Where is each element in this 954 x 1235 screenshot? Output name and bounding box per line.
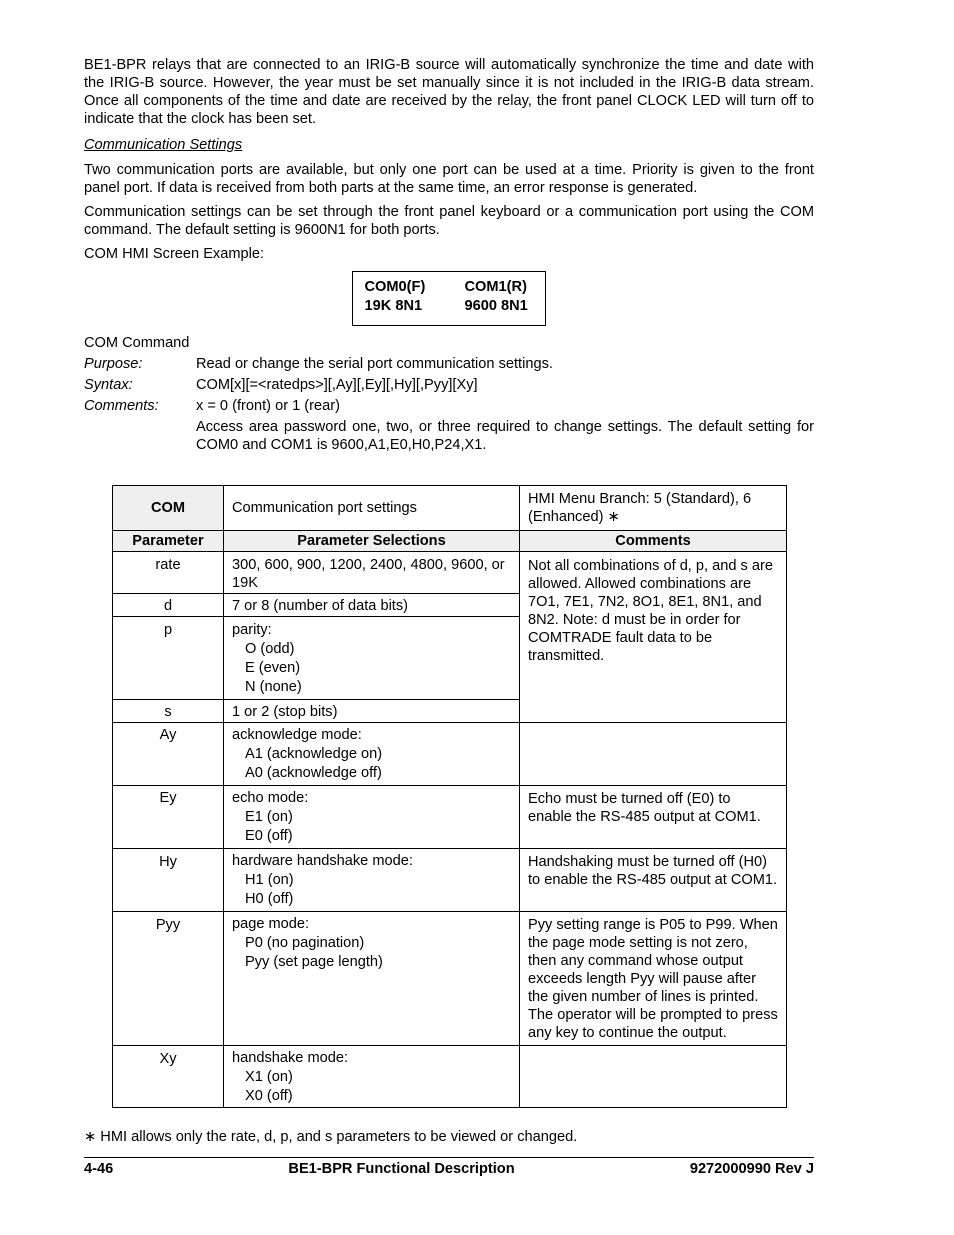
comment-data-format: Not all combinations of d, p, and s are allowed. Allowed combinations are 7O1, 7E1, 7N2, 8O1, 8E1, 8N1, and 8N2. Note: d must be in order for COMTRADE fault data to be transmitted. — [520, 552, 787, 723]
intro-paragraph: BE1-BPR relays that are connected to an IRIG-B source will automatically synchronize the time and date with the IRIG-B source. However, the year must be set manually since it is not included in the IRIG-B data stream. Once all components of the time and date are received by the relay, the front panel CLOCK LED will turn off to indicate that the clock has been set. — [84, 57, 814, 127]
command-desc-cell: Communication port settings — [224, 486, 520, 531]
selection-p — [224, 617, 520, 700]
selection-ay-title: acknowledge mode: — [232, 727, 362, 743]
comment-hy: Handshaking must be turned off (H0) to enable the RS-485 output at COM1. — [520, 849, 787, 912]
selection-ey-title: echo mode: — [232, 790, 309, 806]
table-header-row — [113, 531, 787, 552]
hmi-screen-example — [352, 271, 546, 326]
command-title: COM Command — [84, 335, 190, 351]
selection-ey-option: E0 (off) — [245, 828, 293, 844]
selection-d: 7 or 8 (number of data bits) — [224, 594, 520, 617]
table-title-row — [113, 486, 787, 531]
comments-text-1: x = 0 (front) or 1 (rear) — [196, 398, 340, 414]
header-comments: Comments — [520, 531, 787, 552]
selection-ay-option: A1 (acknowledge on) — [245, 746, 383, 762]
document-number: 9272000990 Rev J — [689, 1161, 814, 1177]
param-d: d — [113, 594, 224, 617]
selection-ay-option: A0 (acknowledge off) — [245, 765, 382, 781]
selection-ey — [224, 786, 520, 849]
param-hy: Hy — [113, 849, 224, 912]
selection-pyy-option: Pyy (set page length) — [245, 954, 383, 970]
selection-xy-option: X1 (on) — [245, 1069, 293, 1085]
page-footer — [84, 1160, 814, 1178]
ports-paragraph: Two communication ports are available, but only one port can be used at a time. Priority is given to the front panel port. If data is received from both parts at the same time, an error response is generated. — [84, 162, 814, 196]
comments-row — [84, 397, 814, 415]
hmi-com0-value: 19K 8N1 — [364, 298, 423, 314]
table-row — [113, 912, 787, 1046]
selection-ey-option: E1 (on) — [245, 809, 293, 825]
settings-paragraph: Communication settings can be set through the front panel keyboard or a communication port using the COM command. The default setting is 9600N1 for both ports. — [84, 204, 814, 238]
selection-p-option: N (none) — [245, 679, 302, 695]
param-p: p — [113, 617, 224, 700]
selection-hy — [224, 849, 520, 912]
table-row — [113, 849, 787, 912]
section-heading: Communication Settings — [84, 137, 243, 153]
selection-pyy-option: P0 (no pagination) — [245, 935, 365, 951]
page-body — [84, 56, 814, 454]
selection-xy-title: handshake mode: — [232, 1050, 349, 1066]
selection-pyy-title: page mode: — [232, 916, 310, 932]
param-pyy: Pyy — [113, 912, 224, 1046]
selection-s: 1 or 2 (stop bits) — [224, 700, 520, 723]
hmi-com1-label: COM1(R) — [464, 279, 527, 295]
selection-hy-option: H0 (off) — [245, 891, 294, 907]
comment-pyy: Pyy setting range is P05 to P99. When the page mode setting is not zero, then any command whose output exceeds length Pyy will pause after the given number of lines is printed. The operator will be prompted to press any key to continue the output. — [520, 912, 787, 1046]
menu-branch-cell: HMI Menu Branch: 5 (Standard), 6 (Enhanced) ∗ — [520, 486, 787, 531]
comments-label: Comments: — [84, 398, 159, 414]
table-row — [113, 786, 787, 849]
comment-xy — [520, 1046, 787, 1108]
table-row — [113, 1046, 787, 1108]
syntax-row — [84, 376, 814, 394]
param-rate: rate — [113, 552, 224, 594]
selection-rate: 300, 600, 900, 1200, 2400, 4800, 9600, or 19K — [224, 552, 520, 594]
page-number: 4-46 — [84, 1161, 114, 1177]
comment-ey: Echo must be turned off (E0) to enable the RS-485 output at COM1. — [520, 786, 787, 849]
hmi-com0-label: COM0(F) — [364, 279, 426, 295]
hmi-com1-value: 9600 8N1 — [464, 298, 528, 314]
comment-ay — [520, 723, 787, 786]
param-s: s — [113, 700, 224, 723]
selection-pyy — [224, 912, 520, 1046]
selection-hy-option: H1 (on) — [245, 872, 294, 888]
param-ey: Ey — [113, 786, 224, 849]
selection-p-option: E (even) — [245, 660, 301, 676]
command-name-cell: COM — [113, 486, 224, 531]
com-settings-table — [112, 485, 787, 1108]
document-title: BE1-BPR Functional Description — [288, 1161, 515, 1177]
header-parameter: Parameter — [113, 531, 224, 552]
hmi-screen-wrapper — [84, 271, 814, 326]
selection-p-option: O (odd) — [245, 641, 295, 657]
table-row — [113, 552, 787, 594]
selection-xy — [224, 1046, 520, 1108]
comments-text-2: Access area password one, two, or three required to change settings. The default setting for COM0 and COM1 is 9600,A1,E0,H0,P24,X1. — [196, 419, 814, 453]
selection-xy-option: X0 (off) — [245, 1088, 293, 1104]
purpose-label: Purpose: — [84, 356, 143, 372]
hmi-example-label: COM HMI Screen Example: — [84, 246, 265, 262]
syntax-text: COM[x][=<ratedps>][,Ay][,Ey][,Hy][,Pyy][Xy] — [196, 377, 478, 393]
purpose-text: Read or change the serial port communication settings. — [196, 356, 553, 372]
param-ay: Ay — [113, 723, 224, 786]
footer-rule — [84, 1157, 814, 1158]
param-xy: Xy — [113, 1046, 224, 1108]
selection-ay — [224, 723, 520, 786]
table-row — [113, 723, 787, 786]
footnote: ∗ HMI allows only the rate, d, p, and s parameters to be viewed or changed. — [84, 1129, 578, 1145]
selection-hy-title: hardware handshake mode: — [232, 853, 413, 869]
selection-p-title: parity: — [232, 622, 272, 638]
syntax-label: Syntax: — [84, 377, 133, 393]
header-selections: Parameter Selections — [224, 531, 520, 552]
purpose-row — [84, 355, 814, 373]
